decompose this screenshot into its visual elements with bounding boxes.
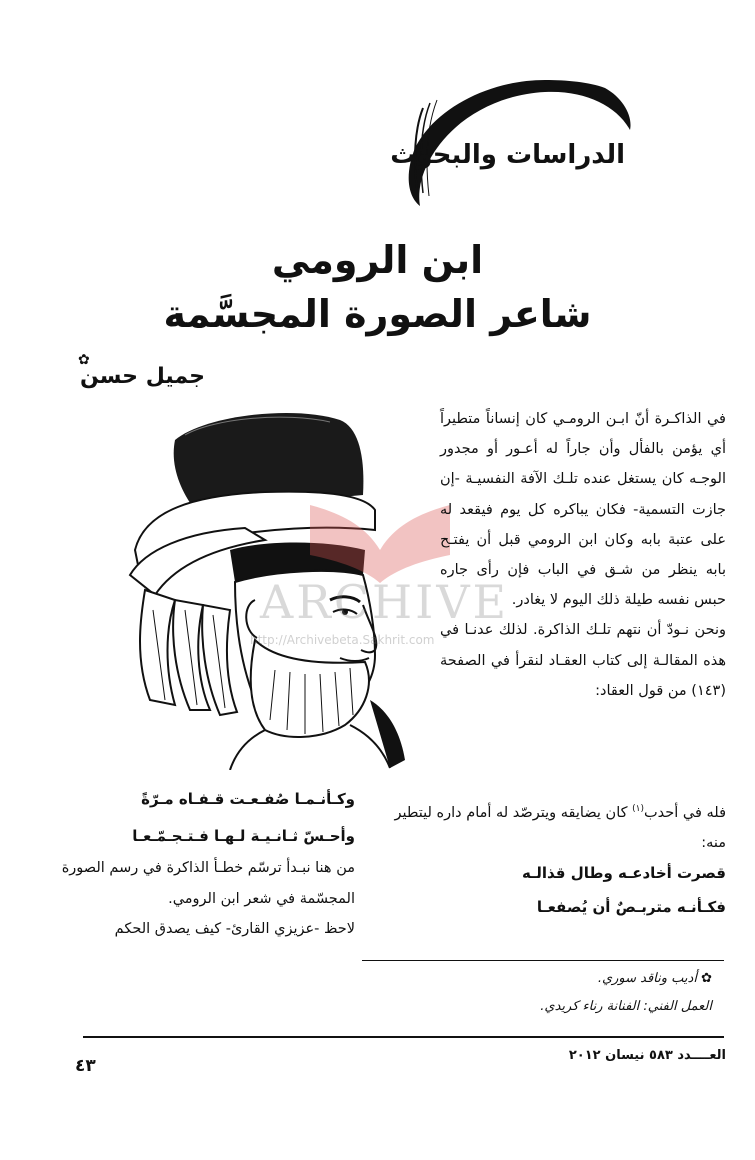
footnote-marker-icon: ✿ xyxy=(701,971,712,986)
watermark-url: http://Archivebeta.Sakhrit.com xyxy=(250,633,435,647)
author-name: جميل حسن xyxy=(80,364,205,389)
article-title-line2: شاعر الصورة المجسَّمة xyxy=(163,292,592,336)
paragraph: من هنا نبـدأ ترسّم خطـأ الذاكرة ﻓﻲ رسم الصورة المجسّمة ﻓﻲ شعر ابن الرومي. xyxy=(61,860,355,907)
paragraph: ونحن نـودّ أن نتهم تلـك الذاكرة. لذلك عدنـا ﻓﻲ هذه المقالـة إلى كتاب العقـاد لنقرأ ﻓﻲ الصفحة (١٤٣) من قول العقاد: xyxy=(440,622,726,699)
verse-line: فكـأنـه متربـصٌ أن يُصفعـا xyxy=(536,897,726,916)
verse-line: قصرت أخادعـه وطال قذالـه xyxy=(521,863,726,882)
article-body-bottom-right xyxy=(366,794,726,922)
footnote-reference[interactable]: (١) xyxy=(632,804,644,814)
paragraph: ﻓﻲ الذاكـرة أنّ ابـن الرومـي كان إنساناً متطيراً أي يؤمن بالفأل وأن جاراً له أعـور أو مجدور الوجـه كان يستغل عنده تلـك الآفة النفسيـة -إن جازت التسمية- فكان يباكره كل يوم فيقعد له على عتبة بابه وكان ابن الرومي قبل أن يفتـح بابه ينظر من شـق ﻓﻲ الباب فإن رأى جاره حبس نفسه طيلة ذلك اليوم لا يغادر. xyxy=(440,411,726,609)
section-title: الدراسات والبحوث xyxy=(390,140,625,170)
footnote xyxy=(362,965,712,1021)
footnote-line: العمل الفني: الفنانة رناء كريدي. xyxy=(540,999,712,1014)
verse-line: وأحـسّ ثـانـيـة لـهـا فـتـجـمّـعـا xyxy=(132,826,355,845)
paragraph: لاحظ -عزيزي القارئ- كيف يصدق الحكم xyxy=(114,921,355,937)
issue-info: العــــدد ٥٨٣ نيسان ٢٠١٢ xyxy=(568,1048,726,1063)
section-header xyxy=(390,78,645,208)
article-body-right xyxy=(440,404,726,706)
article-body-left xyxy=(35,784,355,945)
text-segment: فله ﻓﻲ أحدب xyxy=(644,804,726,821)
paragraph xyxy=(366,794,726,858)
footnote-line xyxy=(362,965,712,993)
footer-divider xyxy=(83,1036,724,1038)
verse-line: وكـأنـمـا صُفـعـت قـفـاه مـرّةً xyxy=(141,790,355,808)
page-number: ٤٣ xyxy=(75,1056,96,1076)
text-segment: كان يضايقه ويترصّد له أمام داره ليتطير منه: xyxy=(394,804,726,851)
watermark-text: ARCHIVE xyxy=(260,575,510,629)
footnote-divider xyxy=(362,960,724,961)
portrait-illustration xyxy=(125,400,415,770)
article-title-line1: ابن الرومي xyxy=(271,238,484,282)
author-marker-icon: ✿ xyxy=(78,352,90,368)
footnote-text: أديب وناقد سوري. xyxy=(597,971,697,986)
